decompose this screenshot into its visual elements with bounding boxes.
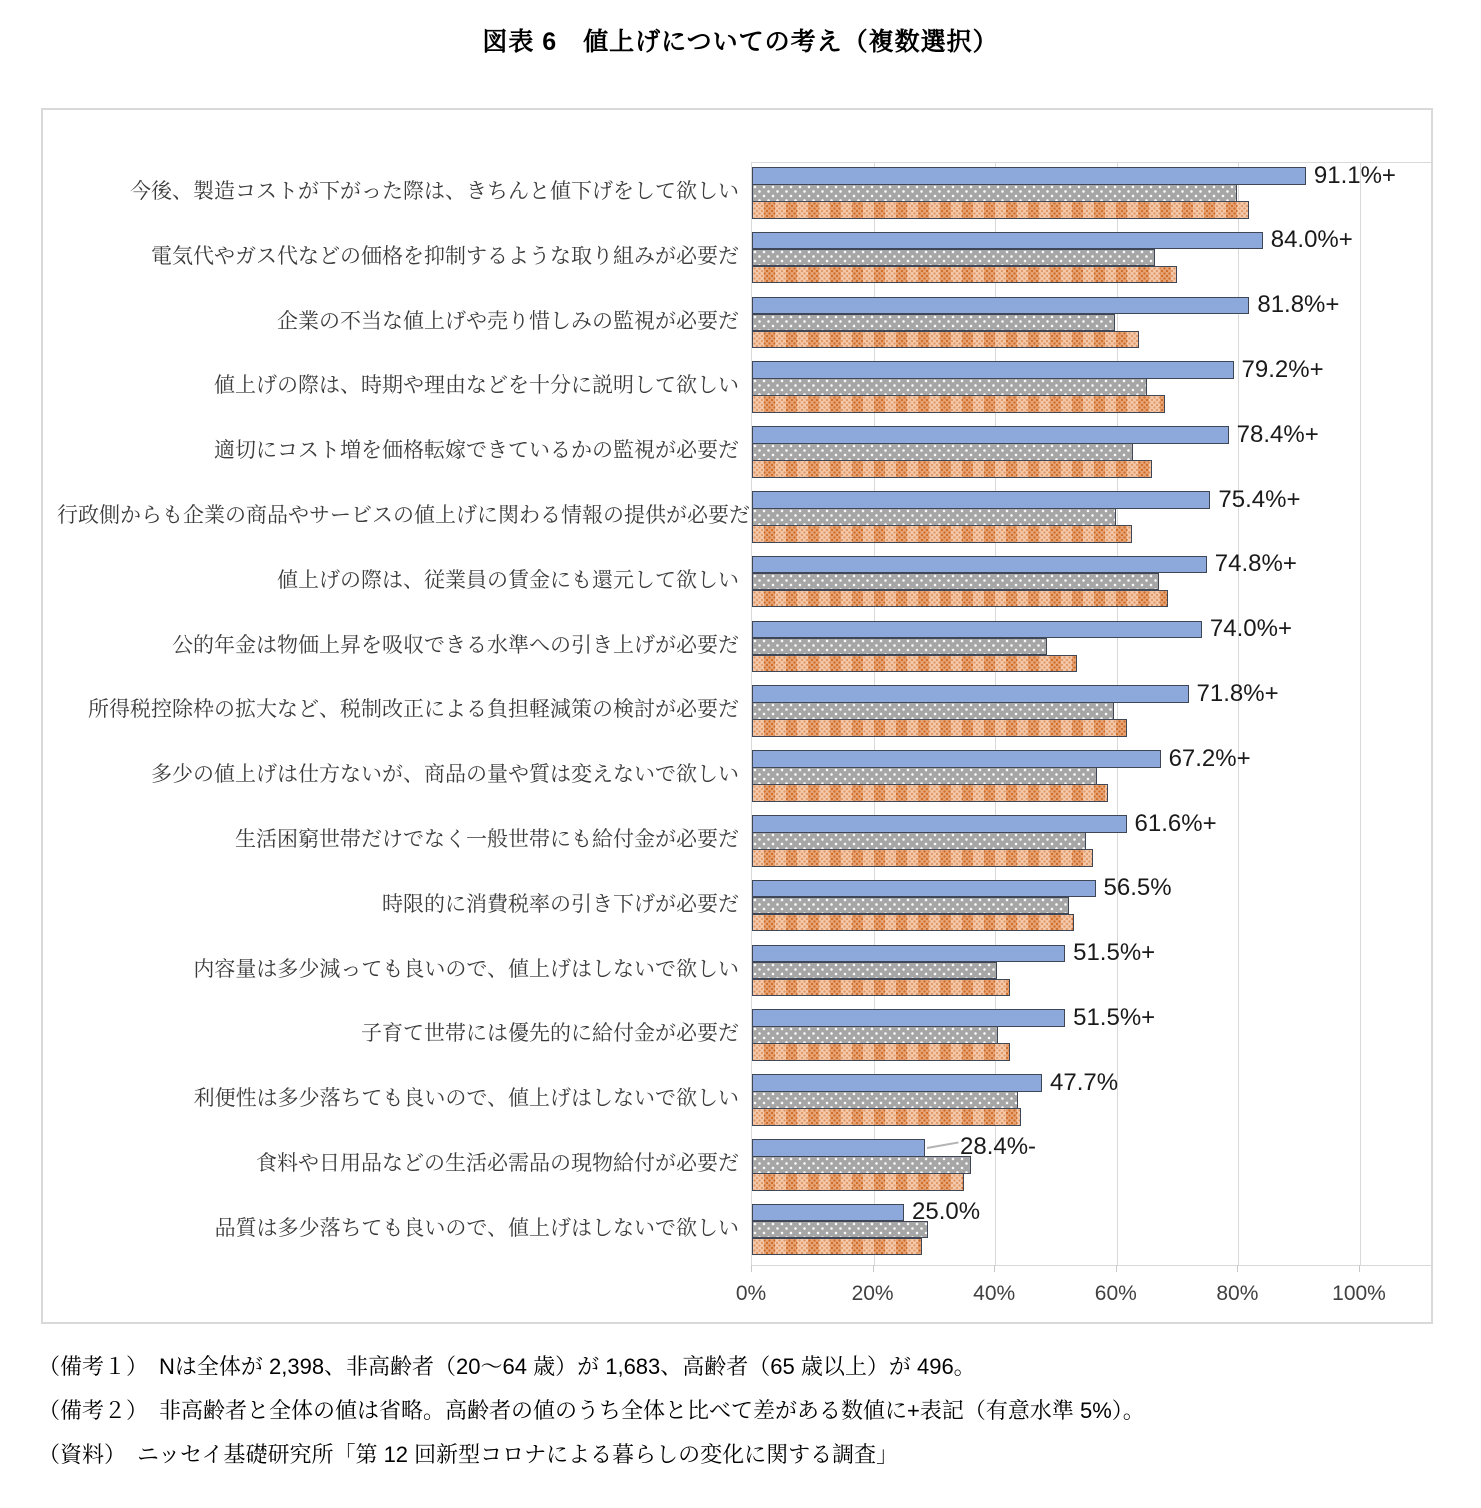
bar-blue	[752, 232, 1263, 250]
value-label: 71.8%+	[1196, 679, 1279, 707]
x-axis-tick-label: 40%	[973, 1282, 1016, 1305]
value-label: 74.0%+	[1209, 615, 1292, 643]
gridline	[1360, 163, 1361, 1265]
value-label: 25.0%	[912, 1198, 981, 1226]
bar-blue	[752, 1139, 925, 1157]
bar-orange	[752, 201, 1249, 219]
note-line-3: （資料） ニッセイ基礎研究所「第 12 回新型コロナによる暮らしの変化に関する調査」	[38, 1442, 899, 1467]
bar-orange	[752, 331, 1139, 349]
value-label: 78.4%+	[1236, 420, 1319, 448]
bar-blue	[752, 880, 1096, 898]
bar-gray	[752, 443, 1133, 461]
bar-gray	[752, 638, 1047, 656]
bar-blue	[752, 556, 1207, 574]
bar-orange	[752, 395, 1165, 413]
bar-blue	[752, 1009, 1065, 1027]
category-label: 電気代やガス代などの価格を抑制するような取り組みが必要だ	[151, 244, 739, 268]
value-label: 81.8%+	[1257, 291, 1340, 319]
chart-area	[41, 108, 1433, 1324]
x-axis-tick-label: 100%	[1332, 1282, 1386, 1305]
bar-blue	[752, 1074, 1042, 1092]
bar-gray	[752, 314, 1115, 332]
bar-orange	[752, 1238, 922, 1256]
bar-blue	[752, 1204, 904, 1222]
category-label: 適切にコスト増を価格転嫁できているかの監視が必要だ	[214, 439, 739, 463]
bar-orange	[752, 1043, 1010, 1061]
bar-orange	[752, 655, 1077, 673]
category-label: 時限的に消費税率の引き下げが必要だ	[382, 892, 739, 916]
category-label: 利便性は多少落ちても良いので、値上げはしないで欲しい	[193, 1087, 739, 1111]
bar-blue	[752, 167, 1306, 185]
bar-orange	[752, 460, 1152, 478]
bar-gray	[752, 1026, 998, 1044]
bar-orange	[752, 849, 1093, 867]
bar-orange	[752, 784, 1108, 802]
category-label: 所得税控除枠の拡大など、税制改正による負担軽減策の検討が必要だ	[88, 698, 739, 722]
category-label: 公的年金は物価上昇を吸収できる水準への引き上げが必要だ	[172, 633, 739, 657]
value-label: 51.5%+	[1073, 1003, 1156, 1031]
x-axis-tick	[1237, 1265, 1238, 1272]
bar-orange	[752, 1108, 1021, 1126]
bar-gray	[752, 573, 1159, 591]
footnotes	[38, 1352, 1458, 1484]
value-label: 84.0%+	[1270, 226, 1353, 254]
bar-blue	[752, 815, 1127, 833]
value-label: 51.5%+	[1073, 939, 1156, 967]
category-label: 生活困窮世帯だけでなく一般世帯にも給付金が必要だ	[235, 828, 739, 851]
bar-gray	[752, 1156, 971, 1174]
category-label: 行政側からも企業の商品やサービスの値上げに関わる情報の提供が必要だ	[57, 504, 750, 527]
value-label: 74.8%+	[1214, 550, 1297, 578]
bar-blue	[752, 491, 1210, 509]
bar-gray	[752, 1221, 928, 1239]
x-axis-tick	[1359, 1265, 1360, 1272]
category-label: 値上げの際は、時期や理由などを十分に説明して欲しい	[214, 374, 739, 398]
bar-orange	[752, 590, 1168, 608]
category-label: 今後、製造コストが下がった際は、きちんと値下げをして欲しい	[130, 180, 739, 203]
category-label: 品質は多少落ちても良いので、値上げはしないで欲しい	[214, 1216, 739, 1240]
bar-blue	[752, 685, 1189, 703]
bar-gray	[752, 962, 997, 980]
category-label: 企業の不当な値上げや売り惜しみの監視が必要だ	[277, 309, 739, 333]
bar-orange	[752, 1173, 964, 1191]
bar-gray	[752, 508, 1116, 526]
bar-blue	[752, 945, 1065, 963]
gridline	[1238, 163, 1239, 1265]
note-line-2: （備考２） 非高齢者と全体の値は省略。高齢者の値のうち全体と比べて差がある数値に+表記（有意水準 5%）。	[38, 1398, 1145, 1423]
bar-orange	[752, 525, 1132, 543]
value-label: 47.7%	[1050, 1068, 1119, 1096]
plot-area	[751, 162, 1432, 1266]
bar-blue	[752, 361, 1234, 379]
value-label: 56.5%	[1103, 874, 1172, 902]
category-label: 値上げの際は、従業員の賃金にも還元して欲しい	[277, 568, 739, 592]
value-label: 75.4%+	[1218, 485, 1301, 513]
bar-blue	[752, 426, 1229, 444]
category-label: 多少の値上げは仕方ないが、商品の量や質は変えないで欲しい	[151, 763, 739, 787]
bar-blue	[752, 621, 1202, 639]
bar-orange	[752, 719, 1127, 737]
bar-orange	[752, 914, 1074, 932]
category-label: 子育て世帯には優先的に給付金が必要だ	[361, 1022, 739, 1046]
bar-blue	[752, 297, 1249, 315]
x-axis-tick	[994, 1265, 995, 1272]
x-axis-tick-label: 60%	[1094, 1282, 1137, 1305]
value-label: 67.2%+	[1168, 744, 1251, 772]
category-label: 内容量は多少減っても良いので、値上げはしないで欲しい	[193, 957, 739, 981]
note-line-1: （備考１） Nは全体が 2,398、非高齢者（20～64 歳）が 1,683、高齢者（65 歳以上）が 496。	[38, 1354, 976, 1379]
bar-gray	[752, 702, 1114, 720]
bar-gray	[752, 832, 1086, 850]
bar-gray	[752, 249, 1155, 267]
x-axis-tick	[873, 1265, 874, 1272]
x-axis-tick	[751, 1265, 752, 1272]
bar-orange	[752, 266, 1177, 284]
gridline	[1117, 163, 1118, 1265]
x-axis-tick-label: 80%	[1216, 1282, 1259, 1305]
figure-title: 図表 6 値上げについての考え（複数選択）	[482, 28, 999, 56]
bar-gray	[752, 767, 1097, 785]
bar-orange	[752, 979, 1010, 997]
bar-gray	[752, 897, 1069, 915]
x-axis-tick-label: 0%	[735, 1282, 767, 1305]
bar-gray	[752, 1091, 1018, 1109]
value-label: 91.1%+	[1313, 161, 1396, 189]
x-axis-tick-label: 20%	[851, 1282, 894, 1305]
bar-blue	[752, 750, 1161, 768]
value-label: 61.6%+	[1134, 809, 1217, 837]
bar-gray	[752, 184, 1237, 202]
bar-gray	[752, 378, 1147, 396]
x-axis-tick	[1116, 1265, 1117, 1272]
value-label: 79.2%+	[1241, 355, 1324, 383]
value-label: 28.4%-	[960, 1133, 1037, 1160]
callout-leader-line	[926, 1141, 958, 1149]
category-label: 食料や日用品などの生活必需品の現物給付が必要だ	[256, 1152, 739, 1175]
